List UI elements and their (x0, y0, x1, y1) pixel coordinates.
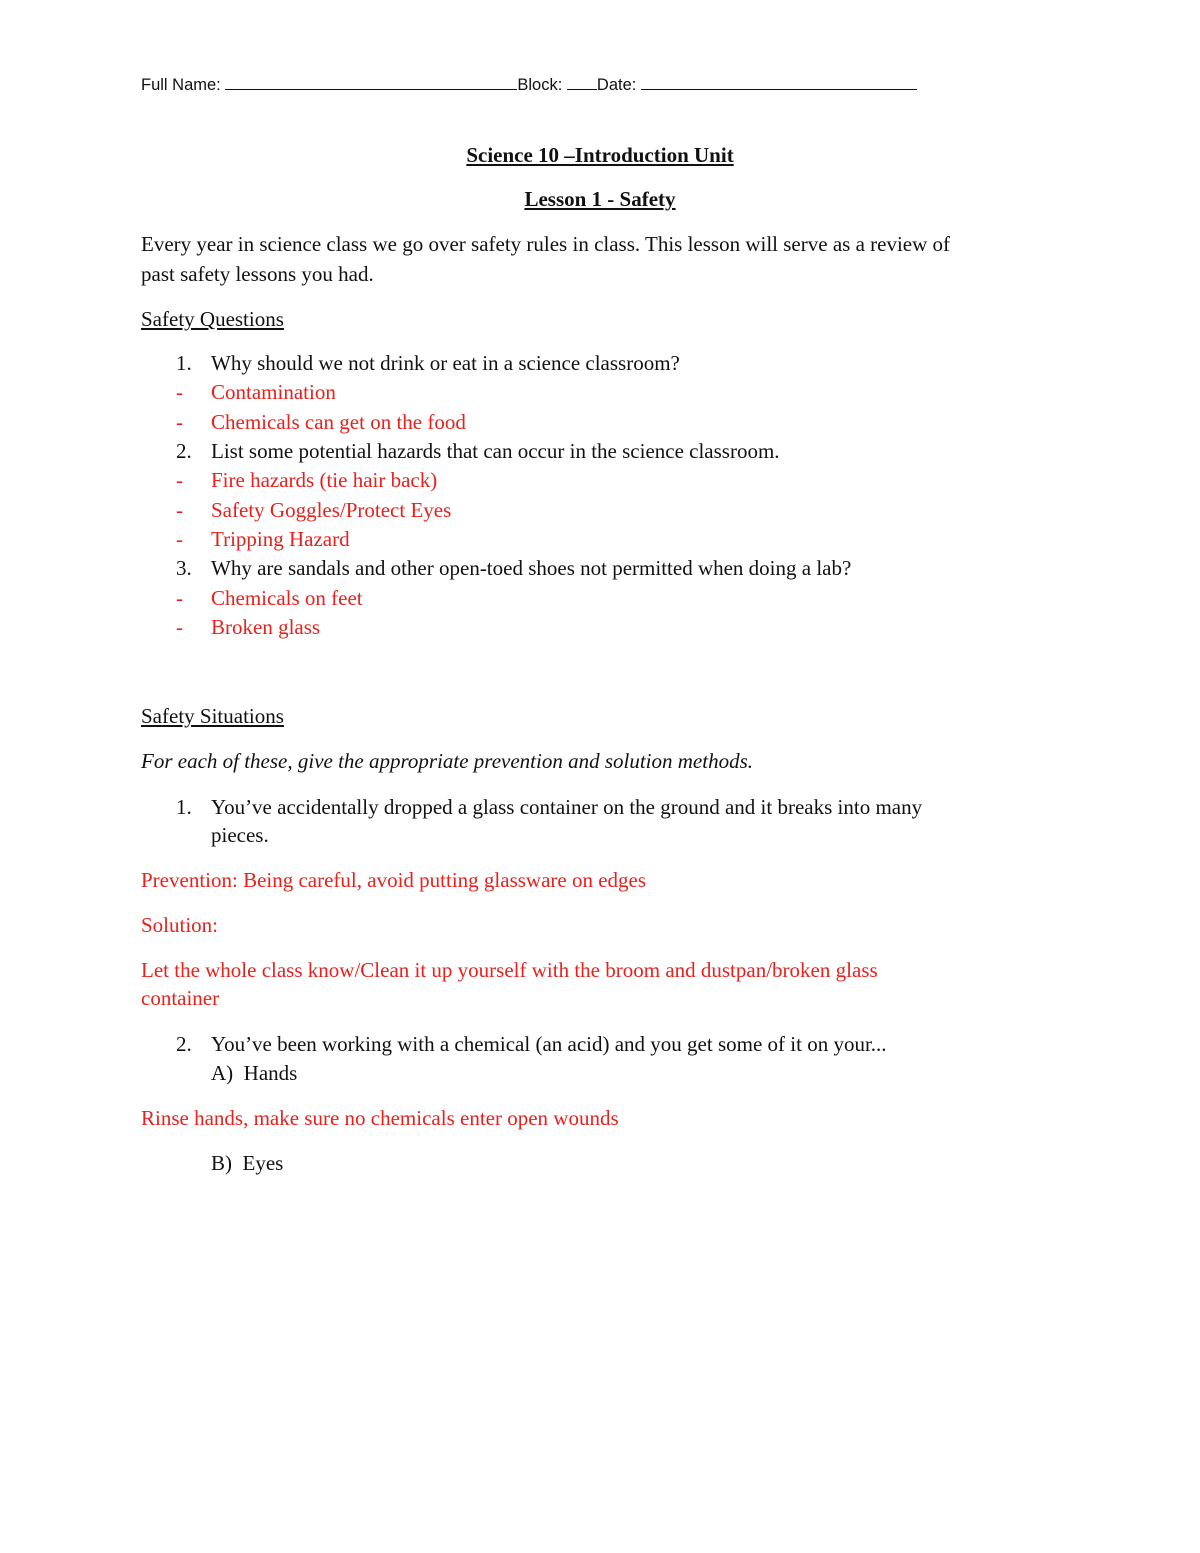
safety-questions-heading: Safety Questions (141, 307, 284, 331)
situation-2-part-b (211, 1151, 283, 1176)
answer-item: Safety Goggles/Protect Eyes (211, 498, 452, 522)
question-number: 2. (176, 439, 192, 463)
answer-item: Chemicals on feet (211, 586, 363, 610)
answer-item: Fire hazards (tie hair back) (211, 468, 438, 492)
answer-bullet: - (176, 586, 183, 610)
situation-number: 1. (176, 795, 192, 819)
answer-bullet: - (176, 498, 183, 522)
situation-1-line-2: pieces. (211, 823, 269, 847)
answer-bullet: - (176, 468, 183, 492)
part-a-label: A) (211, 1061, 234, 1085)
date-field[interactable] (641, 73, 917, 90)
block-field[interactable] (567, 73, 597, 90)
answer-bullet: - (176, 527, 183, 551)
situation-1-solution-line-1: Let the whole class know/Clean it up yourself with the broom and dustpan/broken glass (141, 958, 878, 982)
lesson-title: Lesson 1 - Safety (524, 187, 676, 211)
question-2: List some potential hazards that can occur in the science classroom. (211, 439, 780, 463)
intro-line-1: Every year in science class we go over safety rules in class. This lesson will serve as a review of (141, 232, 951, 256)
answer-item: Contamination (211, 380, 336, 404)
part-b-text: Eyes (242, 1151, 284, 1175)
situations-instructions: For each of these, give the appropriate prevention and solution methods. (141, 749, 754, 773)
question-3: Why are sandals and other open-toed shoes not permitted when doing a lab? (211, 556, 852, 580)
answer-item: Chemicals can get on the food (211, 410, 466, 434)
question-number: 3. (176, 556, 192, 580)
answer-item: Broken glass (211, 615, 321, 639)
document-title: Science 10 –Introduction Unit (466, 143, 734, 167)
part-b-label: B) (211, 1151, 232, 1175)
question-1: Why should we not drink or eat in a science classroom? (211, 351, 680, 375)
answer-bullet: - (176, 615, 183, 639)
block-label: Block: (517, 76, 563, 94)
question-number: 1. (176, 351, 192, 375)
situation-1-solution-line-2: container (141, 986, 220, 1010)
full-name-field[interactable] (225, 73, 517, 90)
student-info-header (141, 73, 917, 95)
full-name-label: Full Name: (141, 76, 221, 94)
situation-number: 2. (176, 1032, 192, 1056)
situation-2-text: You’ve been working with a chemical (an acid) and you get some of it on your... (211, 1032, 887, 1056)
situation-2-part-a-answer: Rinse hands, make sure no chemicals enter open wounds (141, 1106, 619, 1130)
date-label: Date: (596, 76, 637, 94)
answer-bullet: - (176, 380, 183, 404)
answer-item: Tripping Hazard (211, 527, 350, 551)
part-a-text: Hands (243, 1061, 298, 1085)
situation-1-line-1: You’ve accidentally dropped a glass container on the ground and it breaks into many (211, 795, 923, 819)
situation-1-solution-label: Solution: (141, 913, 219, 937)
intro-line-2: past safety lessons you had. (141, 262, 374, 286)
situation-2-part-a (211, 1061, 297, 1086)
safety-situations-heading: Safety Situations (141, 704, 284, 728)
answer-bullet: - (176, 410, 183, 434)
situation-1-prevention: Prevention: Being careful, avoid putting glassware on edges (141, 868, 647, 892)
